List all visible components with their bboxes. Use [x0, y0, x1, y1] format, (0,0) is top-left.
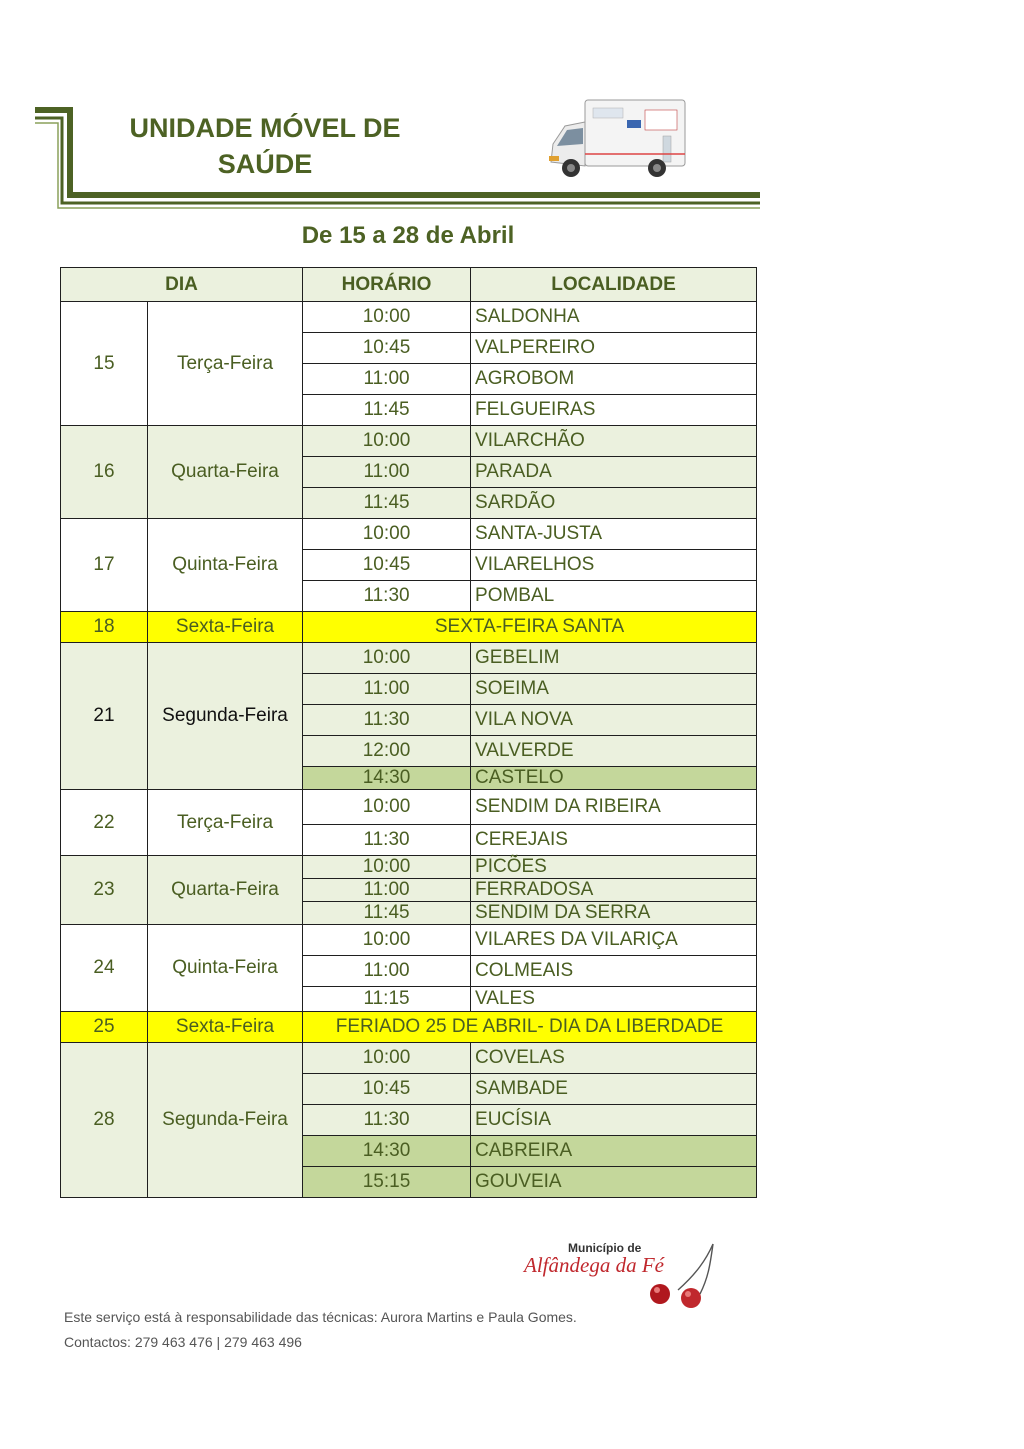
- slot-place: CASTELO: [471, 767, 757, 790]
- day-number: 17: [61, 519, 148, 612]
- title-line-1: UNIDADE MÓVEL DE: [129, 113, 401, 143]
- table-row: [61, 643, 757, 674]
- slot-place: VILARCHÃO: [471, 426, 757, 457]
- day-weekday: Sexta-Feira: [148, 1012, 303, 1043]
- day-weekday: Quarta-Feira: [148, 856, 303, 925]
- slot-time: 11:45: [303, 902, 471, 925]
- slot-time: 11:30: [303, 705, 471, 736]
- day-number: 28: [61, 1043, 148, 1198]
- header-dia: DIA: [61, 268, 303, 302]
- day-number: 18: [61, 612, 148, 643]
- table-row: [61, 519, 757, 550]
- header-horario: HORÁRIO: [303, 268, 471, 302]
- slot-time: 11:00: [303, 879, 471, 902]
- day-number: 15: [61, 302, 148, 426]
- day-number: 21: [61, 643, 148, 790]
- slot-place: FERRADOSA: [471, 879, 757, 902]
- slot-time: 11:00: [303, 364, 471, 395]
- holiday-row: [61, 612, 757, 643]
- slot-time: 11:15: [303, 987, 471, 1012]
- day-weekday: Sexta-Feira: [148, 612, 303, 643]
- slot-time: 10:00: [303, 790, 471, 825]
- day-weekday: Segunda-Feira: [148, 1043, 303, 1198]
- slot-time: 10:45: [303, 1074, 471, 1105]
- slot-place: VILA NOVA: [471, 705, 757, 736]
- municipality-logo: [520, 1238, 730, 1312]
- slot-time: 14:30: [303, 1136, 471, 1167]
- slot-place: FELGUEIRAS: [471, 395, 757, 426]
- slot-place: SARDÃO: [471, 488, 757, 519]
- slot-time: 11:45: [303, 488, 471, 519]
- slot-place: SALDONHA: [471, 302, 757, 333]
- schedule-table: [60, 267, 757, 1198]
- date-range-heading: De 15 a 28 de Abril: [301, 222, 515, 249]
- slot-time: 15:15: [303, 1167, 471, 1198]
- slot-time: 10:00: [303, 925, 471, 956]
- day-weekday: Terça-Feira: [148, 790, 303, 856]
- slot-time: 11:00: [303, 457, 471, 488]
- slot-time: 11:45: [303, 395, 471, 426]
- slot-place: COVELAS: [471, 1043, 757, 1074]
- slot-place: POMBAL: [471, 581, 757, 612]
- slot-place: SENDIM DA SERRA: [471, 902, 757, 925]
- slot-time: 11:30: [303, 1105, 471, 1136]
- cherry-icon-2: [681, 1288, 701, 1308]
- slot-time: 14:30: [303, 767, 471, 790]
- page-title: [100, 110, 430, 182]
- day-number: 24: [61, 925, 148, 1012]
- slot-time: 10:45: [303, 550, 471, 581]
- slot-place: VALES: [471, 987, 757, 1012]
- slot-time: 12:00: [303, 736, 471, 767]
- slot-time: 10:45: [303, 333, 471, 364]
- logo-line-2: Alfândega da Fé: [524, 1253, 664, 1277]
- holiday-row: [61, 1012, 757, 1043]
- day-number: 22: [61, 790, 148, 856]
- slot-place: CABREIRA: [471, 1136, 757, 1167]
- day-weekday: Quinta-Feira: [148, 925, 303, 1012]
- table-row: [61, 1043, 757, 1074]
- slot-place: CEREJAIS: [471, 825, 757, 856]
- holiday-label: FERIADO 25 DE ABRIL- DIA DA LIBERDADE: [303, 1012, 757, 1043]
- slot-place: VILARES DA VILARIÇA: [471, 925, 757, 956]
- slot-time: 11:00: [303, 674, 471, 705]
- day-number: 16: [61, 426, 148, 519]
- day-weekday: Quinta-Feira: [148, 519, 303, 612]
- slot-place: GOUVEIA: [471, 1167, 757, 1198]
- day-weekday: Terça-Feira: [148, 302, 303, 426]
- day-number: 25: [61, 1012, 148, 1043]
- slot-place: GEBELIM: [471, 643, 757, 674]
- slot-place: EUCÍSIA: [471, 1105, 757, 1136]
- slot-place: VALPEREIRO: [471, 333, 757, 364]
- ambulance-van-icon: [545, 92, 695, 184]
- slot-time: 10:00: [303, 519, 471, 550]
- slot-time: 10:00: [303, 426, 471, 457]
- slot-place: PICÕES: [471, 856, 757, 879]
- day-number: 23: [61, 856, 148, 925]
- title-line-2: SAÚDE: [217, 149, 313, 179]
- slot-place: SANTA-JUSTA: [471, 519, 757, 550]
- slot-time: 11:30: [303, 825, 471, 856]
- table-row: [61, 426, 757, 457]
- slot-place: SENDIM DA RIBEIRA: [471, 790, 757, 825]
- slot-time: 11:00: [303, 956, 471, 987]
- table-row: [61, 856, 757, 879]
- table-row: [61, 790, 757, 825]
- header-localidade: LOCALIDADE: [471, 268, 757, 302]
- slot-place: AGROBOM: [471, 364, 757, 395]
- slot-time: 11:30: [303, 581, 471, 612]
- slot-time: 10:00: [303, 1043, 471, 1074]
- day-weekday: Segunda-Feira: [148, 643, 303, 790]
- slot-place: VALVERDE: [471, 736, 757, 767]
- slot-place: COLMEAIS: [471, 956, 757, 987]
- slot-place: VILARELHOS: [471, 550, 757, 581]
- table-row: [61, 302, 757, 333]
- holiday-label: SEXTA-FEIRA SANTA: [303, 612, 757, 643]
- day-weekday: Quarta-Feira: [148, 426, 303, 519]
- slot-place: SAMBADE: [471, 1074, 757, 1105]
- table-header-row: [61, 268, 757, 302]
- table-row: [61, 925, 757, 956]
- slot-place: PARADA: [471, 457, 757, 488]
- footer-responsible-text: Este serviço está à responsabilidade das técnicas: Aurora Martins e Paula Gomes.: [64, 1309, 577, 1325]
- logo-line-1: Município de: [568, 1241, 642, 1255]
- footer-contacts-text: Contactos: 279 463 476 | 279 463 496: [64, 1334, 302, 1350]
- slot-time: 10:00: [303, 856, 471, 879]
- cherry-icon: [650, 1284, 670, 1304]
- slot-place: SOEIMA: [471, 674, 757, 705]
- slot-time: 10:00: [303, 302, 471, 333]
- slot-time: 10:00: [303, 643, 471, 674]
